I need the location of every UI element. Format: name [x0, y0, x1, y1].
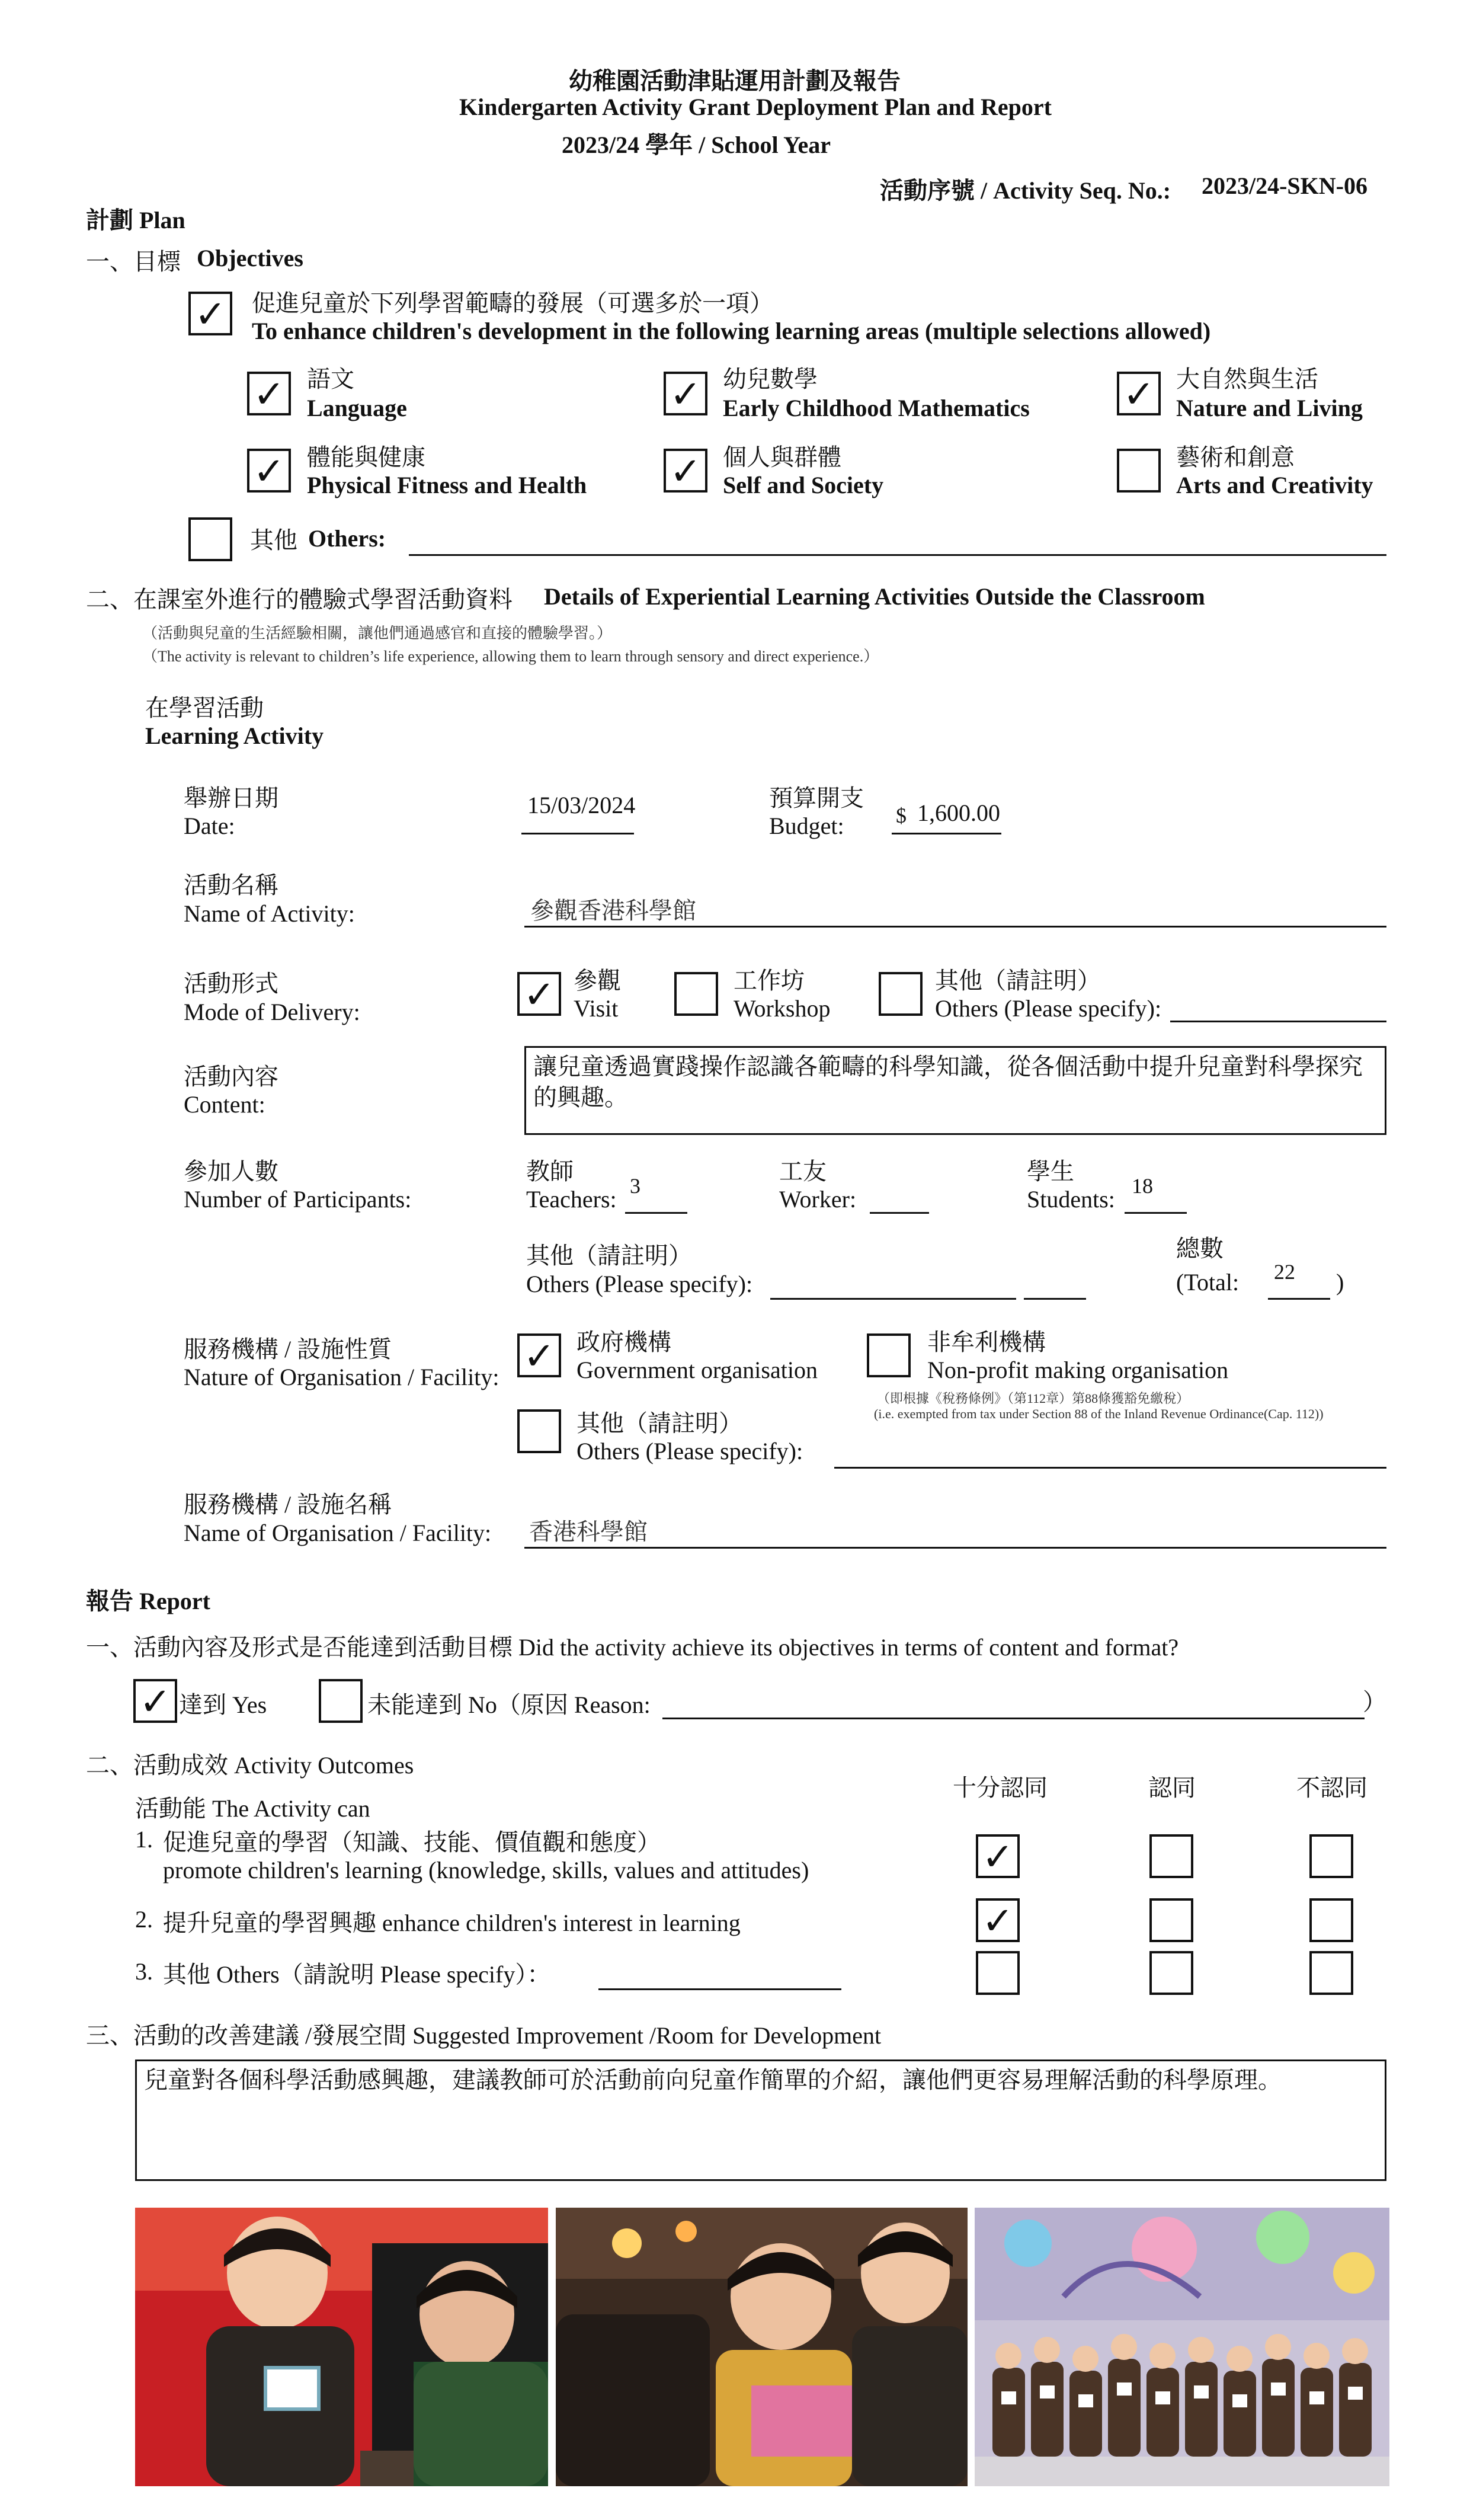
photo-children-exhibit — [135, 2208, 548, 2486]
total-close: ) — [1336, 1269, 1344, 1296]
budget-value: 1,600.00 — [917, 800, 1000, 826]
total-en: (Total: — [1176, 1269, 1240, 1296]
org-nonprofit-checkbox[interactable] — [867, 1333, 911, 1377]
mode-en: Mode of Delivery: — [184, 999, 360, 1025]
others-zh: 其他 — [250, 527, 297, 554]
worker-en: Worker: — [779, 1186, 857, 1213]
content-en: Content: — [184, 1091, 265, 1118]
org-name-underline — [524, 1547, 1386, 1549]
outcome-2-agree-checkbox[interactable] — [1149, 1898, 1193, 1942]
outcome-1-num: 1. — [135, 1826, 153, 1853]
org-nonprofit-en: Non-profit making organisation — [927, 1357, 1229, 1383]
org-nonprofit-note-zh: （即根據《稅務條例》（第112章）第88條獲豁免繳稅） — [877, 1391, 1190, 1406]
teachers-zh: 教師 — [526, 1158, 574, 1185]
outcome-1-en: promote children's learning (knowledge, skills, values and attitudes) — [163, 1857, 809, 1883]
worker-underline — [870, 1212, 929, 1214]
check-icon — [520, 1412, 559, 1451]
org-name-zh: 服務機構 / 設施名稱 — [184, 1491, 392, 1518]
activity-name-underline — [524, 926, 1386, 928]
area-society-en: Self and Society — [723, 472, 884, 498]
area-math-checkbox[interactable] — [664, 372, 707, 415]
org-government-checkbox[interactable] — [517, 1333, 561, 1377]
check-icon — [1152, 1901, 1191, 1940]
mode-others-input-line[interactable] — [1170, 1021, 1386, 1022]
participants-zh: 參加人數 — [184, 1158, 278, 1185]
objectives-heading-en: Objectives — [197, 245, 303, 271]
outcome-1-disagree-checkbox[interactable] — [1309, 1834, 1353, 1878]
check-icon — [869, 1336, 908, 1375]
org-others-checkbox[interactable] — [517, 1409, 561, 1453]
check-icon: ✓ — [139, 1680, 171, 1724]
area-physical-checkbox[interactable] — [247, 449, 291, 493]
report-no-close: ） — [1363, 1688, 1386, 1715]
others-en: Others: — [308, 525, 386, 552]
plan-heading: 計劃 Plan — [86, 207, 185, 234]
improve-heading: 三、活動的改善建議 /發展空間 Suggested Improvement /Room for Development — [86, 2022, 882, 2049]
date-underline — [521, 833, 634, 834]
check-icon: ✓ — [670, 373, 702, 417]
content-box — [524, 1046, 1386, 1135]
outcome-3-zh: 其他 Others（請說明 Please specify）： — [163, 1961, 551, 1988]
check-icon — [1152, 1837, 1191, 1876]
report-reason-input-line[interactable] — [662, 1718, 1365, 1719]
area-nature-zh: 大自然與生活 — [1176, 366, 1318, 392]
others-participants-line-2[interactable] — [1024, 1298, 1086, 1300]
report-heading: 報告 Report — [86, 1588, 210, 1614]
area-society-zh: 個人與群體 — [723, 444, 841, 471]
school-year: 2023/24 學年 / School Year — [562, 132, 831, 158]
outcome-1-agree-checkbox[interactable] — [1149, 1834, 1193, 1878]
mode-workshop-zh: 工作坊 — [734, 967, 805, 994]
budget-underline — [892, 833, 1001, 834]
title-en: Kindergarten Activity Grant Deployment Plan and Report — [459, 94, 1052, 120]
outcome-1-strongly-agree-checkbox[interactable] — [976, 1834, 1020, 1878]
mode-workshop-checkbox[interactable] — [674, 972, 718, 1016]
date-value: 15/03/2024 — [527, 792, 636, 818]
details-heading-en: Details of Experiential Learning Activities Outside the Classroom — [544, 583, 1205, 610]
check-icon: ✓ — [523, 973, 555, 1017]
mode-visit-zh: 參觀 — [574, 967, 621, 994]
check-icon: ✓ — [670, 450, 702, 494]
org-others-zh: 其他（請註明） — [577, 1410, 742, 1437]
learning-activity-zh: 在學習活動 — [145, 695, 264, 721]
outcome-3-num: 3. — [135, 1958, 153, 1985]
check-icon — [1119, 451, 1158, 490]
area-society-checkbox[interactable] — [664, 449, 707, 493]
report-q1: 一、活動內容及形式是否能達到活動目標 Did the activity achieve its objectives in terms of content and format? — [86, 1634, 1179, 1661]
outcomes-heading: 二、活動成效 Activity Outcomes — [86, 1752, 414, 1779]
learning-activity-en: Learning Activity — [145, 722, 324, 749]
photo-2-image — [556, 2208, 968, 2486]
activity-name-zh: 活動名稱 — [184, 872, 278, 898]
area-arts-en: Arts and Creativity — [1176, 472, 1373, 498]
activity-can: 活動能 The Activity can — [135, 1795, 370, 1822]
photo-1-image — [135, 2208, 548, 2486]
check-icon — [1312, 1901, 1351, 1940]
report-yes-label: 達到 Yes — [179, 1691, 267, 1718]
outcome-2-num: 2. — [135, 1906, 153, 1933]
org-others-en: Others (Please specify): — [577, 1438, 803, 1464]
org-nature-zh: 服務機構 / 設施性質 — [184, 1336, 392, 1363]
org-government-zh: 政府機構 — [577, 1329, 671, 1355]
seq-label: 活動序號 / Activity Seq. No.: — [880, 177, 1171, 204]
check-icon — [881, 974, 920, 1013]
students-value: 18 — [1132, 1174, 1153, 1198]
outcome-2-strongly-agree-checkbox[interactable] — [976, 1898, 1020, 1942]
check-icon: ✓ — [194, 293, 226, 337]
others-participants-en: Others (Please specify): — [526, 1271, 753, 1297]
mode-others-checkbox[interactable] — [879, 972, 923, 1016]
objective-main-checkbox[interactable] — [188, 292, 232, 335]
area-arts-checkbox[interactable] — [1117, 449, 1161, 493]
worker-zh: 工友 — [779, 1158, 827, 1185]
date-en: Date: — [184, 813, 235, 839]
total-underline — [1268, 1298, 1330, 1300]
area-language-zh: 語文 — [307, 366, 354, 392]
mode-visit-en: Visit — [574, 995, 619, 1022]
mode-workshop-en: Workshop — [734, 995, 831, 1022]
org-government-en: Government organisation — [577, 1357, 818, 1383]
objective-main-zh: 促進兒童於下列學習範疇的發展（可選多於一項） — [252, 290, 773, 316]
date-zh: 舉辦日期 — [184, 785, 278, 811]
details-heading-zh: 二、在課室外進行的體驗式學習活動資料 — [86, 586, 513, 613]
content-value: 讓兒童透過實踐操作認識各範疇的科學知識，從各個活動中提升兒童對科學探究的興趣。 — [533, 1053, 1363, 1111]
col-header-disagree: 不認同 — [1296, 1774, 1367, 1801]
title-zh: 幼稚園活動津貼運用計劃及報告 — [569, 68, 901, 94]
org-others-input-line[interactable] — [834, 1467, 1386, 1469]
outcome-3-input-line[interactable] — [598, 1988, 841, 1990]
details-note-zh: （活動與兒童的生活經驗相關，讓他們通過感官和直接的體驗學習。） — [142, 625, 613, 642]
col-header-strongly-agree: 十分認同 — [953, 1774, 1048, 1801]
check-icon: ✓ — [1123, 373, 1155, 417]
report-no-label: 未能達到 No（原因 Reason: — [367, 1691, 651, 1718]
content-zh: 活動內容 — [184, 1063, 278, 1090]
col-header-agree: 認同 — [1148, 1774, 1196, 1801]
outcome-2-zh: 提升兒童的學習興趣 enhance children's interest in learning — [163, 1910, 741, 1936]
area-physical-zh: 體能與健康 — [307, 444, 425, 471]
area-math-zh: 幼兒數學 — [723, 366, 818, 392]
seq-value: 2023/24-SKN-06 — [1202, 172, 1367, 199]
org-nonprofit-zh: 非牟利機構 — [927, 1329, 1046, 1355]
photo-3-image — [975, 2208, 1389, 2486]
area-physical-en: Physical Fitness and Health — [307, 472, 587, 498]
org-nonprofit-note-en: (i.e. exempted from tax under Section 88 of the Inland Revenue Ordinance(Cap. 112)) — [874, 1406, 1324, 1421]
budget-zh: 預算開支 — [769, 785, 864, 811]
photo-children-activity — [556, 2208, 968, 2486]
others-participants-zh: 其他（請註明） — [526, 1242, 692, 1269]
org-name-en: Name of Organisation / Facility: — [184, 1520, 492, 1546]
activity-name-en: Name of Activity: — [184, 900, 355, 927]
area-nature-checkbox[interactable] — [1117, 372, 1161, 415]
area-nature-en: Nature and Living — [1176, 395, 1363, 421]
area-language-checkbox[interactable] — [247, 372, 291, 415]
improve-value: 兒童對各個科學活動感興趣，建議教師可於活動前向兒童作簡單的介紹，讓他們更容易理解活動的科學原理。 — [144, 2067, 1282, 2093]
org-name-value: 香港科學館 — [529, 1518, 648, 1545]
others-input-line[interactable] — [409, 554, 1386, 556]
check-icon: ✓ — [253, 450, 285, 494]
students-en: Students: — [1027, 1186, 1115, 1213]
report-yes-checkbox[interactable] — [133, 1679, 177, 1723]
budget-en: Budget: — [769, 813, 844, 839]
report-no-checkbox[interactable] — [319, 1679, 363, 1723]
photo-group — [975, 2208, 1389, 2486]
outcome-3-strongly-agree-checkbox[interactable] — [976, 1951, 1020, 1995]
students-underline — [1125, 1212, 1187, 1214]
outcome-1-zh: 促進兒童的學習（知識、技能、價值觀和態度） — [163, 1829, 661, 1856]
others-participants-line-1[interactable] — [770, 1298, 1016, 1300]
activity-name-value: 參觀香港科學館 — [530, 897, 696, 924]
check-icon — [978, 1953, 1017, 1993]
area-language-en: Language — [307, 395, 407, 421]
check-icon: ✓ — [523, 1335, 555, 1379]
objective-main-en: To enhance children's development in the following learning areas (multiple selections allowed) — [252, 318, 1211, 344]
total-value: 22 — [1274, 1260, 1295, 1284]
check-icon — [321, 1681, 360, 1720]
check-icon: ✓ — [982, 1899, 1014, 1943]
mode-others-zh: 其他（請註明） — [935, 967, 1101, 994]
check-icon — [1312, 1837, 1351, 1876]
mode-others-en: Others (Please specify): — [935, 995, 1162, 1022]
participants-en: Number of Participants: — [184, 1186, 412, 1213]
check-icon — [1312, 1953, 1351, 1993]
details-note-en: （The activity is relevant to children’s life experience, allowing them to learn through sensory and direct experience.） — [142, 648, 879, 665]
objective-others-checkbox[interactable] — [188, 517, 232, 561]
check-icon — [677, 974, 716, 1013]
total-zh: 總數 — [1176, 1235, 1224, 1262]
mode-visit-checkbox[interactable] — [517, 972, 561, 1016]
mode-zh: 活動形式 — [184, 970, 278, 997]
check-icon: ✓ — [253, 373, 285, 417]
area-math-en: Early Childhood Mathematics — [723, 395, 1030, 421]
check-icon: ✓ — [982, 1835, 1014, 1879]
objectives-heading-zh: 一、目標 — [86, 248, 181, 275]
teachers-en: Teachers: — [526, 1186, 617, 1213]
area-arts-zh: 藝術和創意 — [1176, 444, 1295, 471]
check-icon — [1152, 1953, 1191, 1993]
teachers-underline — [625, 1212, 687, 1214]
outcome-2-disagree-checkbox[interactable] — [1309, 1898, 1353, 1942]
outcome-3-agree-checkbox[interactable] — [1149, 1951, 1193, 1995]
budget-currency: $ — [896, 804, 907, 827]
org-nature-en: Nature of Organisation / Facility: — [184, 1364, 499, 1390]
students-zh: 學生 — [1027, 1158, 1074, 1185]
outcome-3-disagree-checkbox[interactable] — [1309, 1951, 1353, 1995]
improve-box — [135, 2060, 1386, 2181]
teachers-value: 3 — [630, 1174, 640, 1198]
